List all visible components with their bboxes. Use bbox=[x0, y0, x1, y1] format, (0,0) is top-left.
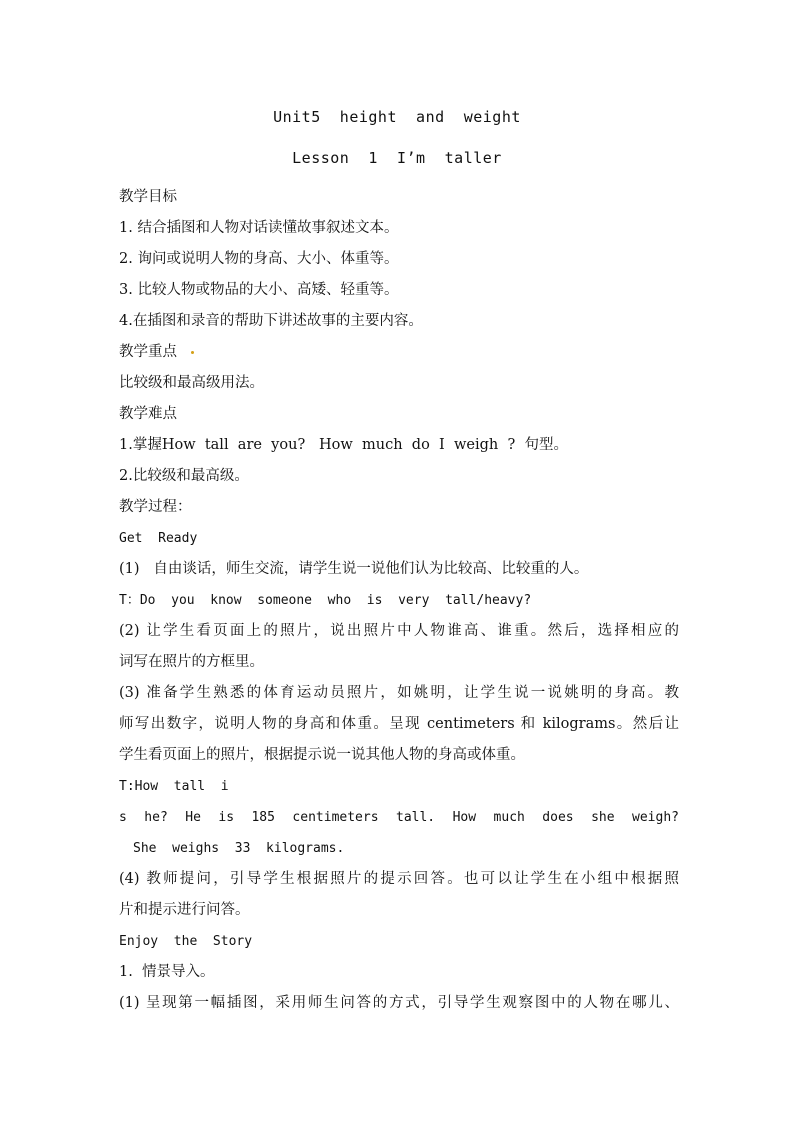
step-2-text-line-1: (2) 让学生看页面上的照片，说出照片中人物谁高、谁重。然后，选择相应的 bbox=[119, 623, 679, 639]
lesson-title: Lesson 1 I’m taller bbox=[292, 149, 502, 167]
key-point-item: 比较级和最高级用法。 bbox=[119, 375, 264, 391]
section-heading-difficulties: 教学难点 bbox=[119, 406, 177, 422]
section-heading-objectives: 教学目标 bbox=[119, 189, 177, 205]
objective-item-1: 1. 结合插图和人物对话读懂故事叙述文本。 bbox=[119, 220, 399, 236]
story-step-1: 1. 情景导入。 bbox=[119, 964, 215, 980]
section-heading-key-points-row bbox=[119, 337, 679, 368]
subsection-enjoy-the-story: Enjoy the Story bbox=[119, 934, 253, 949]
step-3-text-line-1: (3) 准备学生熟悉的体育运动员照片，如姚明，让学生说一说姚明的身高。教 bbox=[119, 685, 679, 701]
objective-item-3: 3. 比较人物或物品的大小、高矮、轻重等。 bbox=[119, 282, 399, 298]
teacher-question-2-line-1: T:How tall i bbox=[119, 779, 229, 794]
stray-dot-mark bbox=[191, 351, 194, 354]
teacher-question-2-line-3: She weighs 33 kilograms. bbox=[133, 841, 345, 856]
subsection-get-ready: Get Ready bbox=[119, 531, 198, 546]
step-3-text-line-2: 师写出数字，说明人物的身高和体重。呈现 centimeters 和 kilograms。然后让 bbox=[119, 716, 679, 732]
step-4-text-line-2: 片和提示进行问答。 bbox=[119, 902, 250, 918]
teacher-question-1: T：Do you know someone who is very tall/heavy? bbox=[119, 593, 532, 608]
section-heading-key-points: 教学重点 bbox=[119, 344, 177, 360]
objective-item-4: 4.在插图和录音的帮助下讲述故事的主要内容。 bbox=[119, 313, 423, 329]
step-4-text-line-1: (4) 教师提问，引导学生根据照片的提示回答。也可以让学生在小组中根据照 bbox=[119, 871, 679, 887]
document-body bbox=[119, 182, 679, 1019]
step-1-text: (1) 自由谈话，师生交流，请学生说一说他们认为比较高、比较重的人。 bbox=[119, 561, 589, 577]
story-step-1-sub-1: (1) 呈现第一幅插图，采用师生问答的方式，引导学生观察图中的人物在哪儿、 bbox=[119, 995, 679, 1011]
difficulty-item-1: 1.掌握How tall are you? How much do I weigh ? 句型。 bbox=[119, 437, 568, 453]
teacher-question-2-line-2: s he? He is 185 centimeters tall. How much does she weigh? bbox=[119, 810, 679, 825]
step-2-text-line-2: 词写在照片的方框里。 bbox=[119, 654, 264, 670]
step-3-text-line-3: 学生看页面上的照片，根据提示说一说其他人物的身高或体重。 bbox=[119, 747, 525, 763]
unit-title: Unit5 height and weight bbox=[273, 108, 521, 126]
difficulty-item-2: 2.比较级和最高级。 bbox=[119, 468, 249, 484]
section-heading-process: 教学过程： bbox=[119, 499, 192, 515]
objective-item-2: 2. 询问或说明人物的身高、大小、体重等。 bbox=[119, 251, 399, 267]
